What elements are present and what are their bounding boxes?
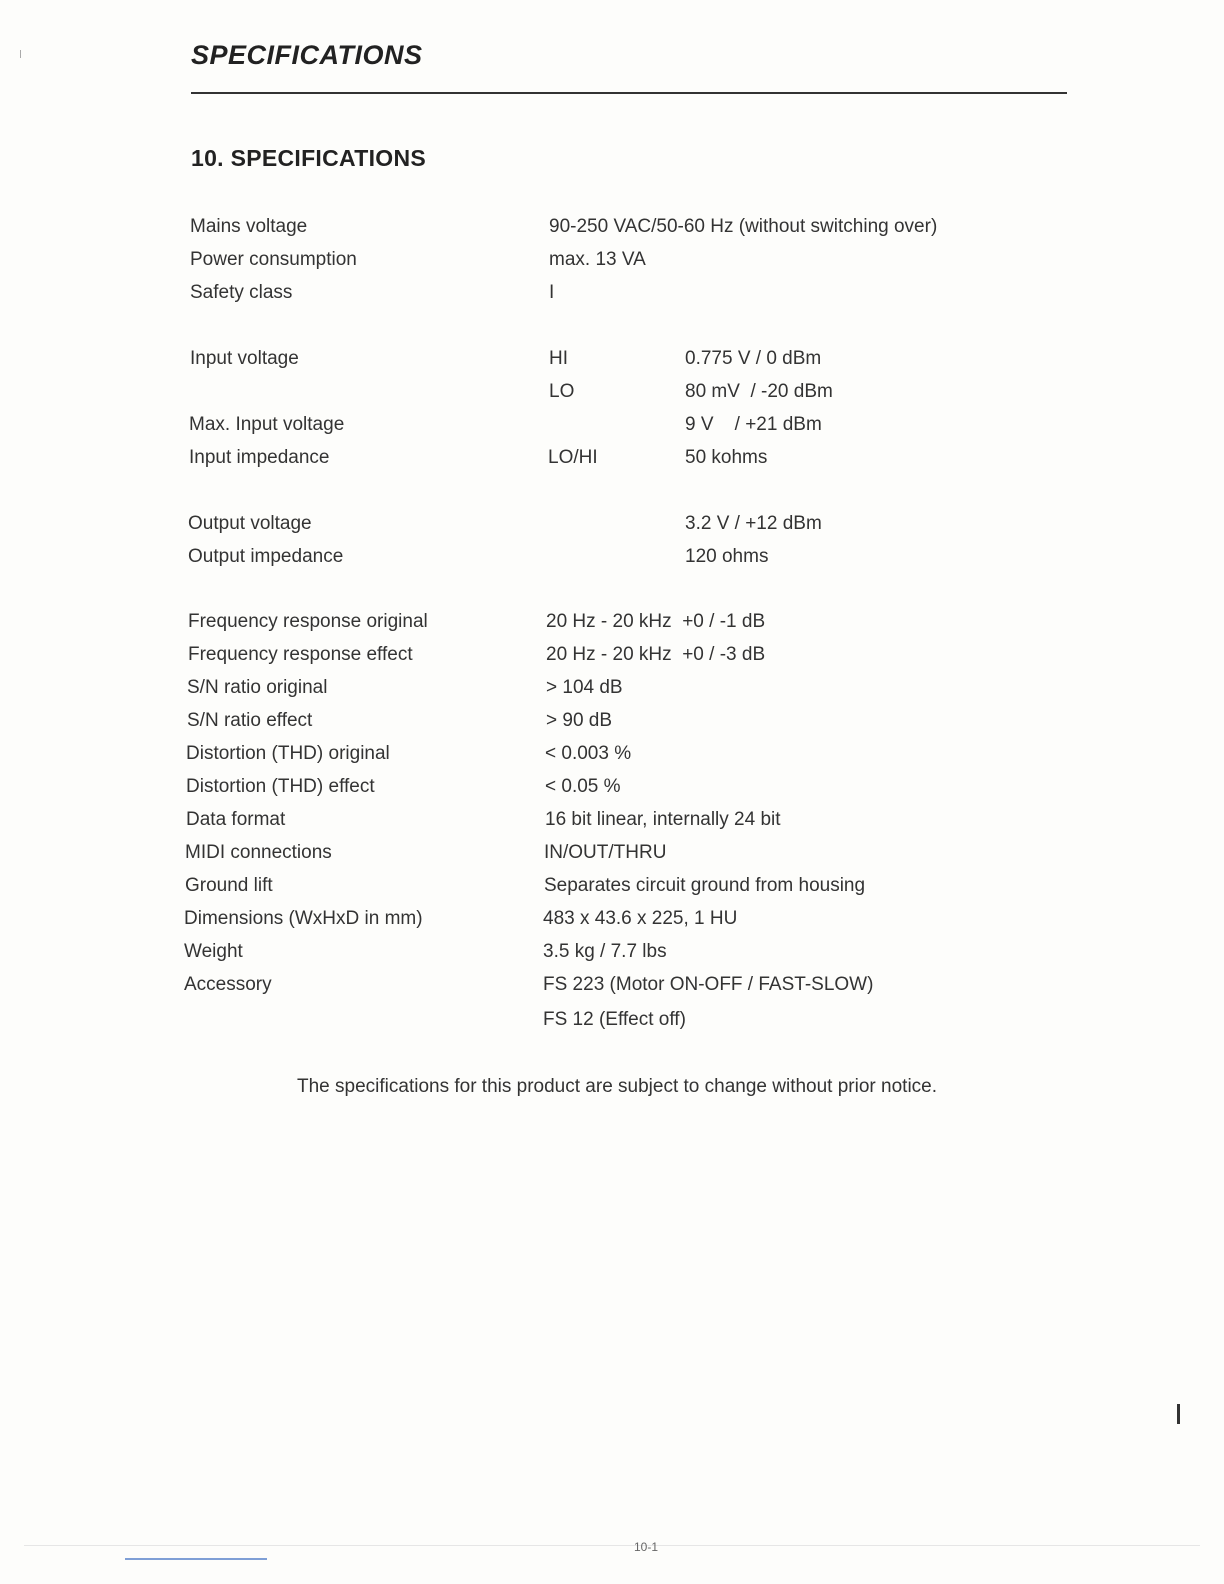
- spec-label: MIDI connections: [185, 842, 332, 863]
- spec-row-sn-effect: [0, 706, 1224, 736]
- spec-value: > 104 dB: [546, 677, 623, 698]
- spec-mode: HI: [549, 348, 568, 369]
- spec-value: I: [549, 282, 555, 303]
- spec-row-input-impedance: [0, 443, 1224, 473]
- page-number: 10-1: [634, 1540, 659, 1554]
- spec-label: S/N ratio original: [187, 677, 328, 698]
- spec-value: IN/OUT/THRU: [544, 842, 667, 863]
- scan-artifact: [20, 50, 21, 58]
- spec-label: Ground lift: [185, 875, 273, 896]
- spec-label: Max. Input voltage: [189, 414, 345, 435]
- spec-label: Output voltage: [188, 513, 312, 534]
- spec-label: Accessory: [184, 974, 272, 995]
- page-header-title: SPECIFICATIONS: [191, 40, 423, 70]
- spec-value: 80 mV / -20 dBm: [685, 381, 833, 402]
- spec-value: FS 223 (Motor ON-OFF / FAST-SLOW): [543, 974, 874, 995]
- spec-row-dimensions: [0, 904, 1224, 934]
- spec-mode: LO: [549, 381, 575, 402]
- spec-row-thd-effect: [0, 772, 1224, 802]
- spec-row-input-voltage-lo: [0, 377, 1224, 407]
- scan-artifact-blue-line: [125, 1558, 267, 1560]
- spec-label: Mains voltage: [190, 216, 308, 237]
- spec-row-input-voltage-hi: [0, 344, 1224, 374]
- spec-label: Input voltage: [190, 348, 299, 369]
- spec-label: Weight: [184, 941, 243, 962]
- footer-note: The specifications for this product are subject to change without prior notice.: [297, 1076, 938, 1097]
- spec-value: 3.2 V / +12 dBm: [685, 513, 822, 534]
- spec-mode: LO/HI: [548, 447, 598, 468]
- spec-label: Dimensions (WxHxD in mm): [184, 908, 423, 929]
- spec-value: 50 kohms: [685, 447, 768, 468]
- spec-row-power-consumption: [0, 245, 1224, 275]
- spec-value: 0.775 V / 0 dBm: [685, 348, 822, 369]
- spec-label: Input impedance: [189, 447, 330, 468]
- spec-row-accessory: [0, 970, 1224, 1000]
- spec-row-ground-lift: [0, 871, 1224, 901]
- spec-row-midi: [0, 838, 1224, 868]
- spec-row-max-input-voltage: [0, 410, 1224, 440]
- spec-row-data-format: [0, 805, 1224, 835]
- spec-row-output-impedance: [0, 542, 1224, 572]
- spec-value: FS 12 (Effect off): [543, 1009, 686, 1030]
- spec-row-weight: [0, 937, 1224, 967]
- spec-value: 120 ohms: [685, 546, 769, 567]
- spec-value: 3.5 kg / 7.7 lbs: [543, 941, 667, 962]
- spec-value: 9 V / +21 dBm: [685, 414, 822, 435]
- spec-label: Distortion (THD) effect: [186, 776, 375, 797]
- spec-value: 483 x 43.6 x 225, 1 HU: [543, 908, 738, 929]
- spec-label: Frequency response effect: [188, 644, 413, 665]
- spec-value: max. 13 VA: [549, 249, 646, 270]
- spec-label: Data format: [186, 809, 286, 830]
- header-divider: [191, 92, 1067, 94]
- spec-label: S/N ratio effect: [187, 710, 313, 731]
- scan-artifact-edge-mark: [1177, 1404, 1180, 1424]
- spec-value: 16 bit linear, internally 24 bit: [545, 809, 781, 830]
- spec-value: < 0.003 %: [545, 743, 632, 764]
- spec-row-sn-original: [0, 673, 1224, 703]
- section-title: 10. SPECIFICATIONS: [191, 145, 427, 171]
- spec-row-output-voltage: [0, 509, 1224, 539]
- spec-value: > 90 dB: [546, 710, 613, 731]
- spec-row-frequency-effect: [0, 640, 1224, 670]
- spec-value: < 0.05 %: [545, 776, 621, 797]
- bottom-divider: [24, 1545, 1200, 1546]
- spec-value: 20 Hz - 20 kHz +0 / -3 dB: [546, 644, 766, 665]
- spec-label: Output impedance: [188, 546, 344, 567]
- spec-label: Distortion (THD) original: [186, 743, 390, 764]
- spec-label: Frequency response original: [188, 611, 428, 632]
- spec-value: 20 Hz - 20 kHz +0 / -1 dB: [546, 611, 766, 632]
- spec-value: 90-250 VAC/50-60 Hz (without switching over): [549, 216, 938, 237]
- spec-row-safety-class: [0, 278, 1224, 308]
- spec-row-frequency-original: [0, 607, 1224, 637]
- spec-row-mains-voltage: [0, 212, 1224, 242]
- spec-label: Power consumption: [190, 249, 357, 270]
- spec-row-accessory-2: [0, 1005, 1224, 1035]
- spec-row-thd-original: [0, 739, 1224, 769]
- spec-label: Safety class: [190, 282, 293, 303]
- spec-value: Separates circuit ground from housing: [544, 875, 866, 896]
